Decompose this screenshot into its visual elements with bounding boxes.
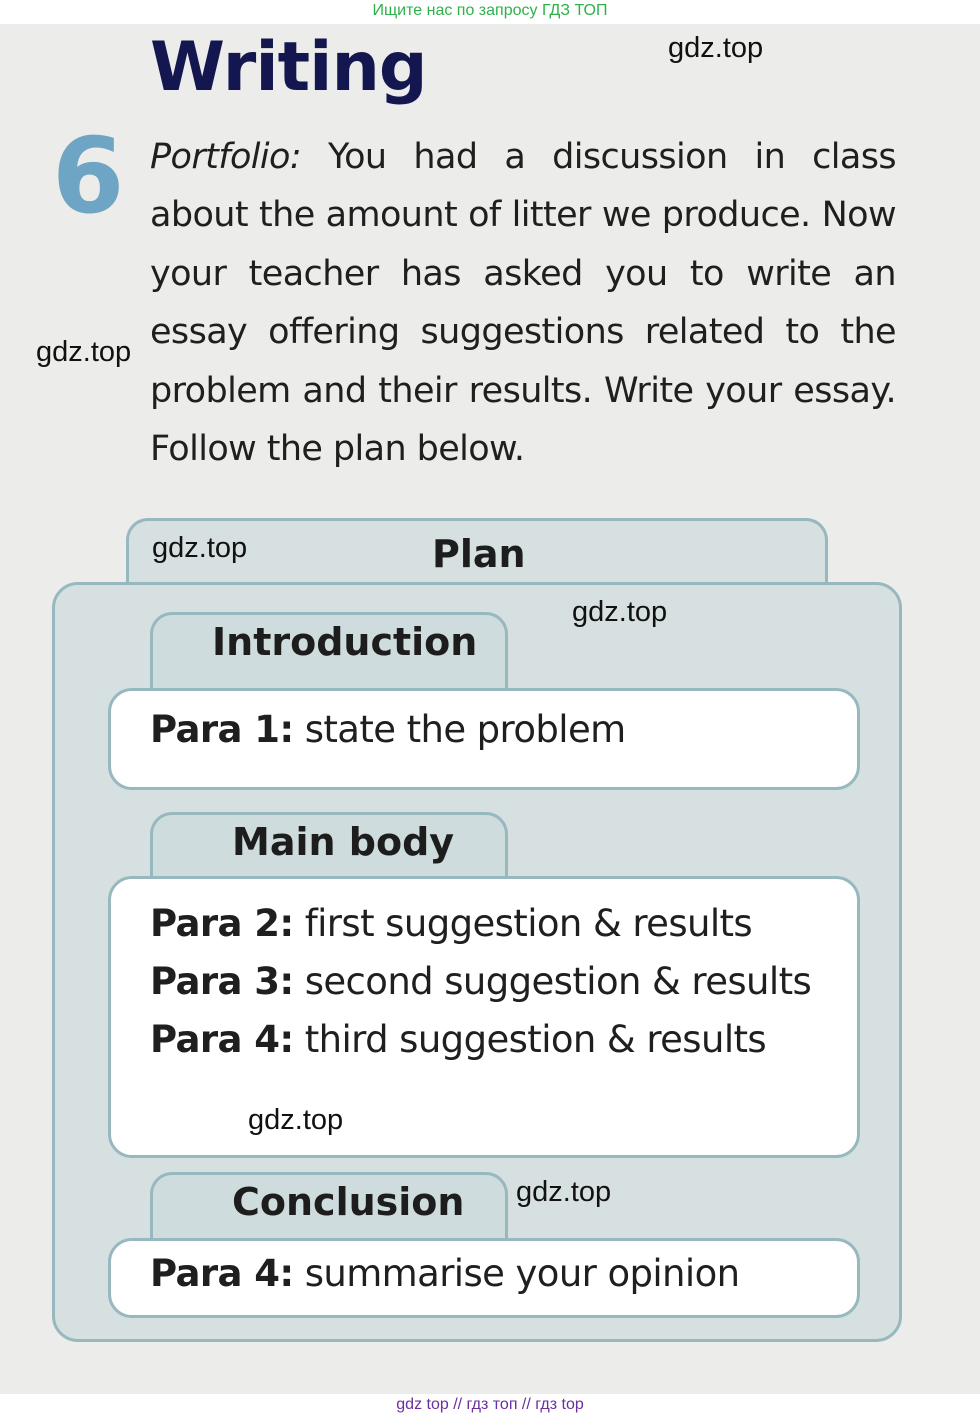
watermark: gdz.top — [36, 336, 132, 368]
para-text: summarise your opinion — [304, 1252, 740, 1295]
para-label: Para 3: — [150, 960, 294, 1003]
para-line — [150, 1252, 739, 1295]
task-text: You had a discussion in class about the amount of litter we produce. Now your teacher has asked you to write an essay offering suggestions related to the problem and their results. Write your essay. Follow the plan below. — [150, 137, 896, 470]
para-line — [150, 960, 811, 1003]
watermark: gdz.top — [668, 32, 764, 64]
bottom-banner[interactable]: gdz top // гдз топ // гдз top — [396, 1396, 584, 1413]
para-text: second suggestion & results — [304, 960, 812, 1003]
exercise-instructions — [150, 128, 896, 478]
para-line — [150, 708, 626, 751]
conclusion-title: Conclusion — [232, 1180, 465, 1224]
exercise-number: 6 — [52, 115, 125, 237]
introduction-title: Introduction — [212, 620, 478, 664]
para-line — [150, 1018, 766, 1061]
watermark: gdz.top — [572, 596, 668, 628]
watermark: gdz.top — [152, 532, 248, 564]
para-line — [150, 902, 752, 945]
para-text: state the problem — [304, 708, 626, 751]
task-label: Portfolio: — [150, 137, 302, 177]
main-body-title: Main body — [232, 820, 455, 864]
para-label: Para 1: — [150, 708, 294, 751]
para-label: Para 2: — [150, 902, 294, 945]
para-label: Para 4: — [150, 1018, 294, 1061]
watermark: gdz.top — [248, 1104, 344, 1136]
watermark: gdz.top — [516, 1176, 612, 1208]
top-banner[interactable]: Ищите нас по запросу ГДЗ ТОП — [372, 2, 608, 19]
section-heading: Writing — [150, 28, 427, 107]
para-text: first suggestion & results — [304, 902, 753, 945]
plan-title: Plan — [432, 532, 526, 576]
para-label: Para 4: — [150, 1252, 294, 1295]
para-text: third suggestion & results — [304, 1018, 767, 1061]
